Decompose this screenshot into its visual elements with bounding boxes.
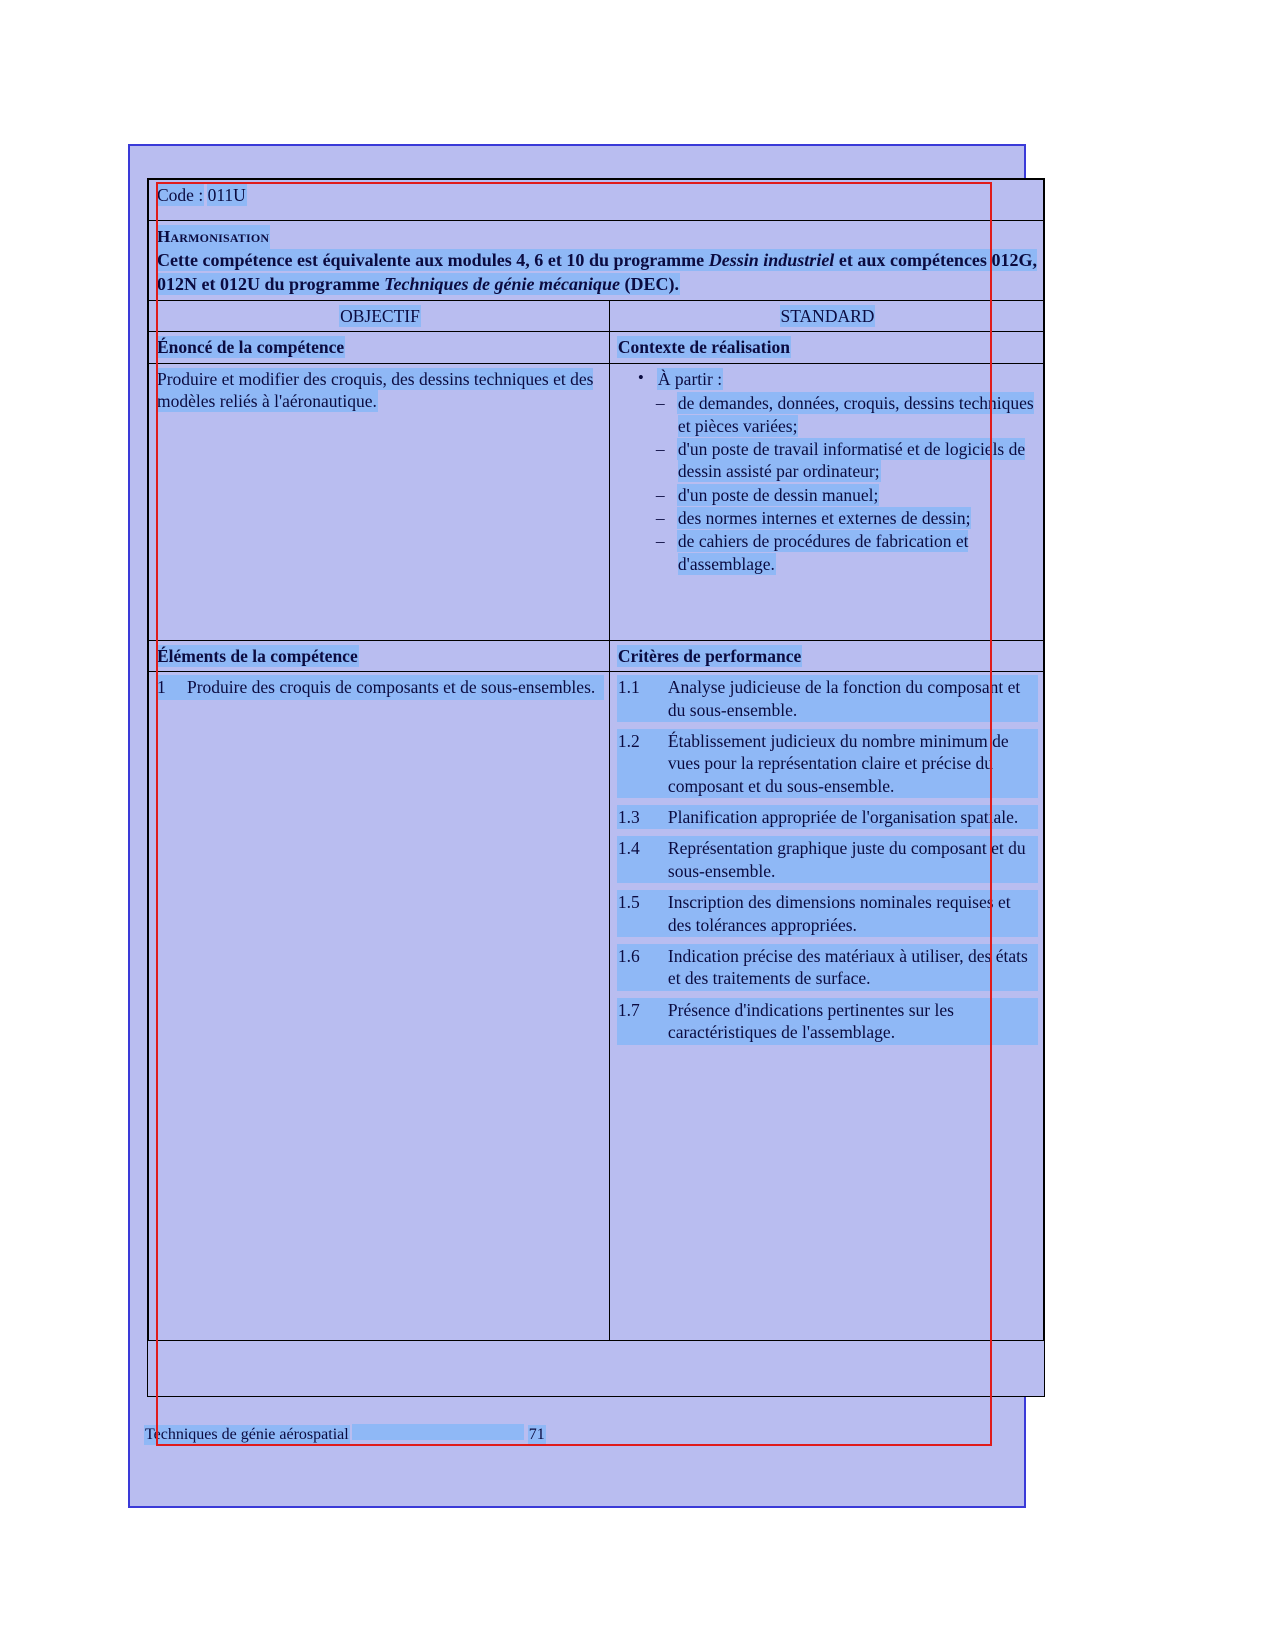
list-item [618,999,1037,1044]
critere-number-1-7: 1.7 [618,999,668,1044]
cell-subheader-criteres [609,640,1043,671]
list-item [618,676,1037,721]
contexte-bullet-list [618,368,1037,390]
contexte-item-0: de demandes, données, croquis, dessins techniques et pièces variées; [677,393,1034,436]
footer-spacer [353,1425,523,1439]
cell-header-objectif [149,300,610,331]
cell-criteres-list [609,672,1043,1341]
cell-elements-list [149,672,610,1341]
cell-subheader-elements [149,640,610,671]
critere-text-1-6: Indication précise des matériaux à utiliser, des états et des traitements de surface. [668,945,1037,990]
contexte-lead: À partir : [657,368,723,389]
contexte-item-1: d'un poste de travail informatisé et de logiciels de dessin assisté par ordinateur; [677,438,1026,482]
table-row-harmonisation [149,221,1044,301]
list-item [157,676,603,698]
cell-enonce-text [149,363,610,640]
page-footer [145,1425,995,1444]
table-row-subheaders [149,332,1044,363]
contexte-item-4: de cahiers de procédures de fabrication et d'assemblage. [677,531,969,574]
harmonisation-text: Cette compétence est équivalente aux modules 4, 6 et 10 du programme Dessin industriel et aux compétences 012G, 012N et 012U du programme Techniques de génie mécanique (DEC). [157,249,1037,294]
competency-table [148,179,1044,1341]
list-item [656,392,1037,437]
list-item [618,806,1037,828]
critere-text-1-5: Inscription des dimensions nominales requises et des tolérances appropriées. [668,891,1037,936]
critere-number-1-4: 1.4 [618,837,668,882]
list-item [618,837,1037,882]
list-item [656,438,1037,483]
table-row-code [149,180,1044,221]
contexte-item-3: des normes internes et externes de dessin; [677,508,971,529]
critere-number-1-2: 1.2 [618,730,668,797]
contexte-item-2: d'un poste de dessin manuel; [677,484,879,505]
list-item [618,730,1037,797]
list-item [656,507,1037,529]
subheader-enonce: Énoncé de la compétence [157,337,345,358]
critere-number-1-3: 1.3 [618,806,668,828]
cell-header-standard [609,300,1043,331]
critere-text-1-4: Représentation graphique juste du composant et du sous-ensemble. [668,837,1037,882]
list-item [618,891,1037,936]
harmonisation-title: Harmonisation [157,227,270,246]
element-number-1: 1 [157,676,187,698]
contexte-dash-list [618,392,1037,575]
table-row-headers [149,300,1044,331]
document-sheet [147,178,1045,1397]
cell-code [149,180,1044,221]
code-label: Code : [157,185,204,205]
header-objectif: OBJECTIF [340,305,420,326]
critere-text-1-2: Établissement judicieux du nombre minimum de vues pour la représentation claire et précise du composant et du sous-ensemble. [668,730,1037,797]
list-item [656,484,1037,506]
code-value: 011U [207,185,246,205]
cell-contexte-list [609,363,1043,640]
footer-page-number: 71 [528,1426,545,1443]
table-row-subheaders-2 [149,640,1044,671]
table-row-elements-criteres [149,672,1044,1341]
cell-subheader-contexte [609,332,1043,363]
element-text-1: Produire des croquis de composants et de sous-ensembles. [187,676,603,698]
cell-subheader-enonce [149,332,610,363]
footer-program: Techniques de génie aérospatial [145,1426,349,1443]
list-item [636,368,1037,390]
critere-text-1-7: Présence d'indications pertinentes sur les caractéristiques de l'assemblage. [668,999,1037,1044]
subheader-criteres: Critères de performance [617,645,802,666]
critere-number-1-5: 1.5 [618,891,668,936]
subheader-elements: Éléments de la compétence [157,645,358,666]
list-item [618,945,1037,990]
critere-text-1-1: Analyse judicieuse de la fonction du composant et du sous-ensemble. [668,676,1037,721]
critere-text-1-3: Planification appropriée de l'organisation spatiale. [668,806,1037,828]
cell-harmonisation [149,221,1044,301]
subheader-contexte: Contexte de réalisation [617,337,790,358]
table-row-enonce-contexte [149,363,1044,640]
critere-number-1-1: 1.1 [618,676,668,721]
critere-number-1-6: 1.6 [618,945,668,990]
header-standard: STANDARD [780,305,875,326]
enonce-text: Produire et modifier des croquis, des dessins techniques et des modèles reliés à l'aéronautique. [157,368,594,412]
list-item [656,530,1037,575]
